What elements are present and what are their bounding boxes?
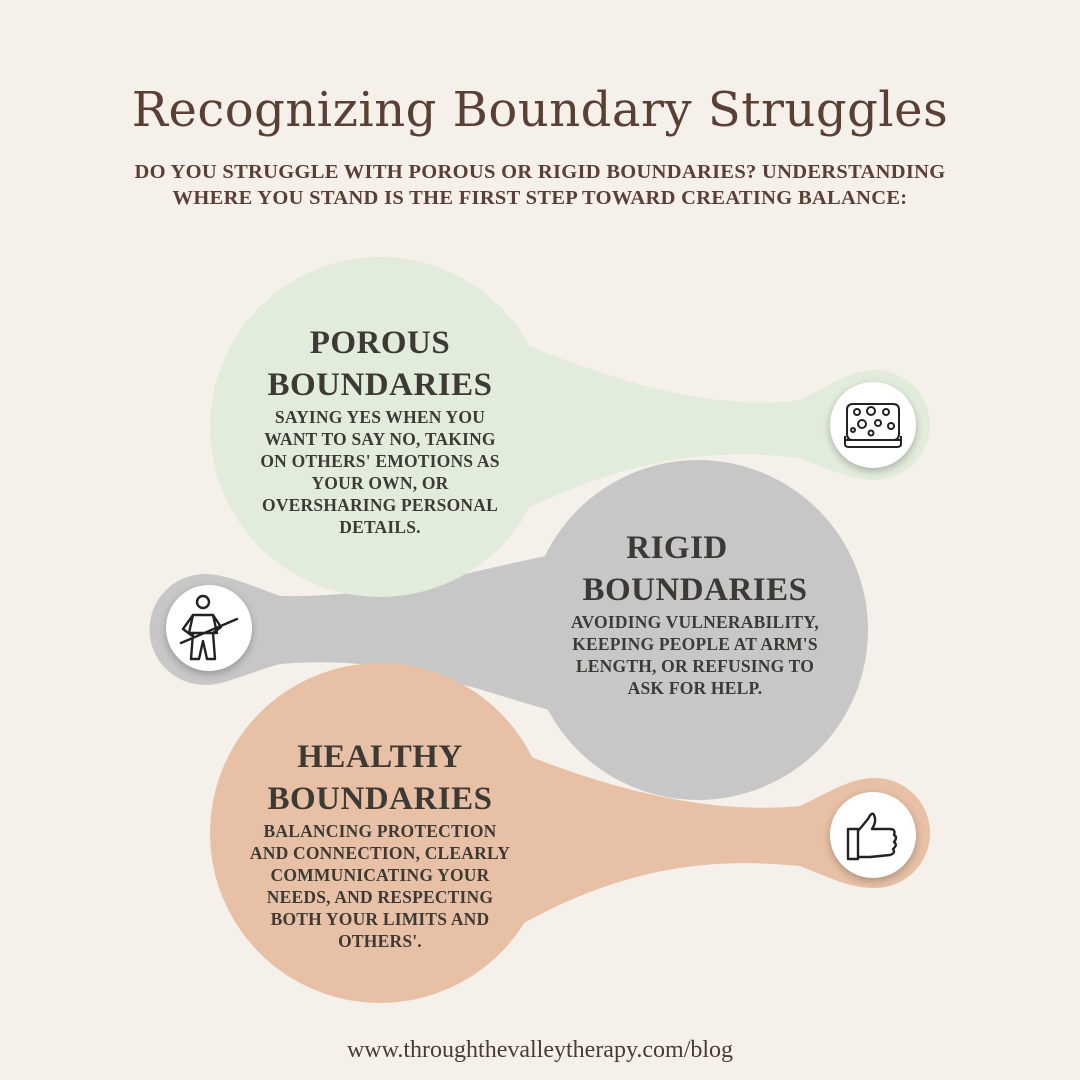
subtitle-line: WHERE YOU STAND IS THE FIRST STEP TOWARD CREATING BALANCE: — [172, 187, 908, 209]
sponge-icon — [830, 382, 916, 468]
description-line: KEEPING PEOPLE AT ARM'S — [572, 634, 818, 654]
description-line: ON OTHERS' EMOTIONS AS — [260, 451, 500, 471]
heading-line: BOUNDARIES — [267, 367, 493, 403]
footer-url: www.throughthevalleytherapy.com/blog — [346, 1037, 734, 1063]
description-line: AVOIDING VULNERABILITY, — [570, 612, 820, 632]
description-line: YOUR OWN, OR — [311, 473, 449, 493]
description-line: OVERSHARING PERSONAL — [262, 495, 498, 515]
heading-line: BOUNDARIES — [267, 781, 493, 817]
description-line: DETAILS. — [339, 517, 421, 537]
heading-line: BOUNDARIES — [582, 572, 808, 608]
page-title: Recognizing Boundary Struggles — [131, 82, 949, 138]
healthy-heading — [230, 736, 530, 820]
description-line: WANT TO SAY NO, TAKING — [264, 429, 496, 449]
description-line: BALANCING PROTECTION — [263, 821, 497, 841]
porous-block — [230, 322, 530, 538]
description-line: OTHERS'. — [338, 931, 422, 951]
porous-heading — [230, 322, 530, 406]
heading-line: HEALTHY — [297, 739, 463, 775]
description-line: AND CONNECTION, CLEARLY — [249, 843, 511, 863]
rigid-description — [545, 611, 845, 699]
rigid-heading — [545, 527, 845, 611]
healthy-block — [230, 736, 530, 952]
rigid-block — [545, 527, 845, 699]
porous-description — [230, 406, 530, 538]
description-line: NEEDS, AND RESPECTING — [266, 887, 494, 907]
description-line: COMMUNICATING YOUR — [270, 865, 490, 885]
description-line: LENGTH, OR REFUSING TO — [575, 656, 815, 676]
guard-with-staff-icon — [166, 585, 252, 671]
subtitle-line: DO YOU STRUGGLE WITH POROUS OR RIGID BOUNDARIES? UNDERSTANDING — [134, 161, 946, 183]
description-line: ASK FOR HELP. — [627, 678, 763, 698]
heading-line: RIGID — [626, 530, 728, 566]
heading-line: POROUS — [309, 325, 451, 361]
description-line: BOTH YOUR LIMITS AND — [270, 909, 490, 929]
healthy-description — [230, 820, 530, 952]
description-line: SAYING YES WHEN YOU — [274, 407, 486, 427]
thumbs-up-icon — [830, 792, 916, 878]
